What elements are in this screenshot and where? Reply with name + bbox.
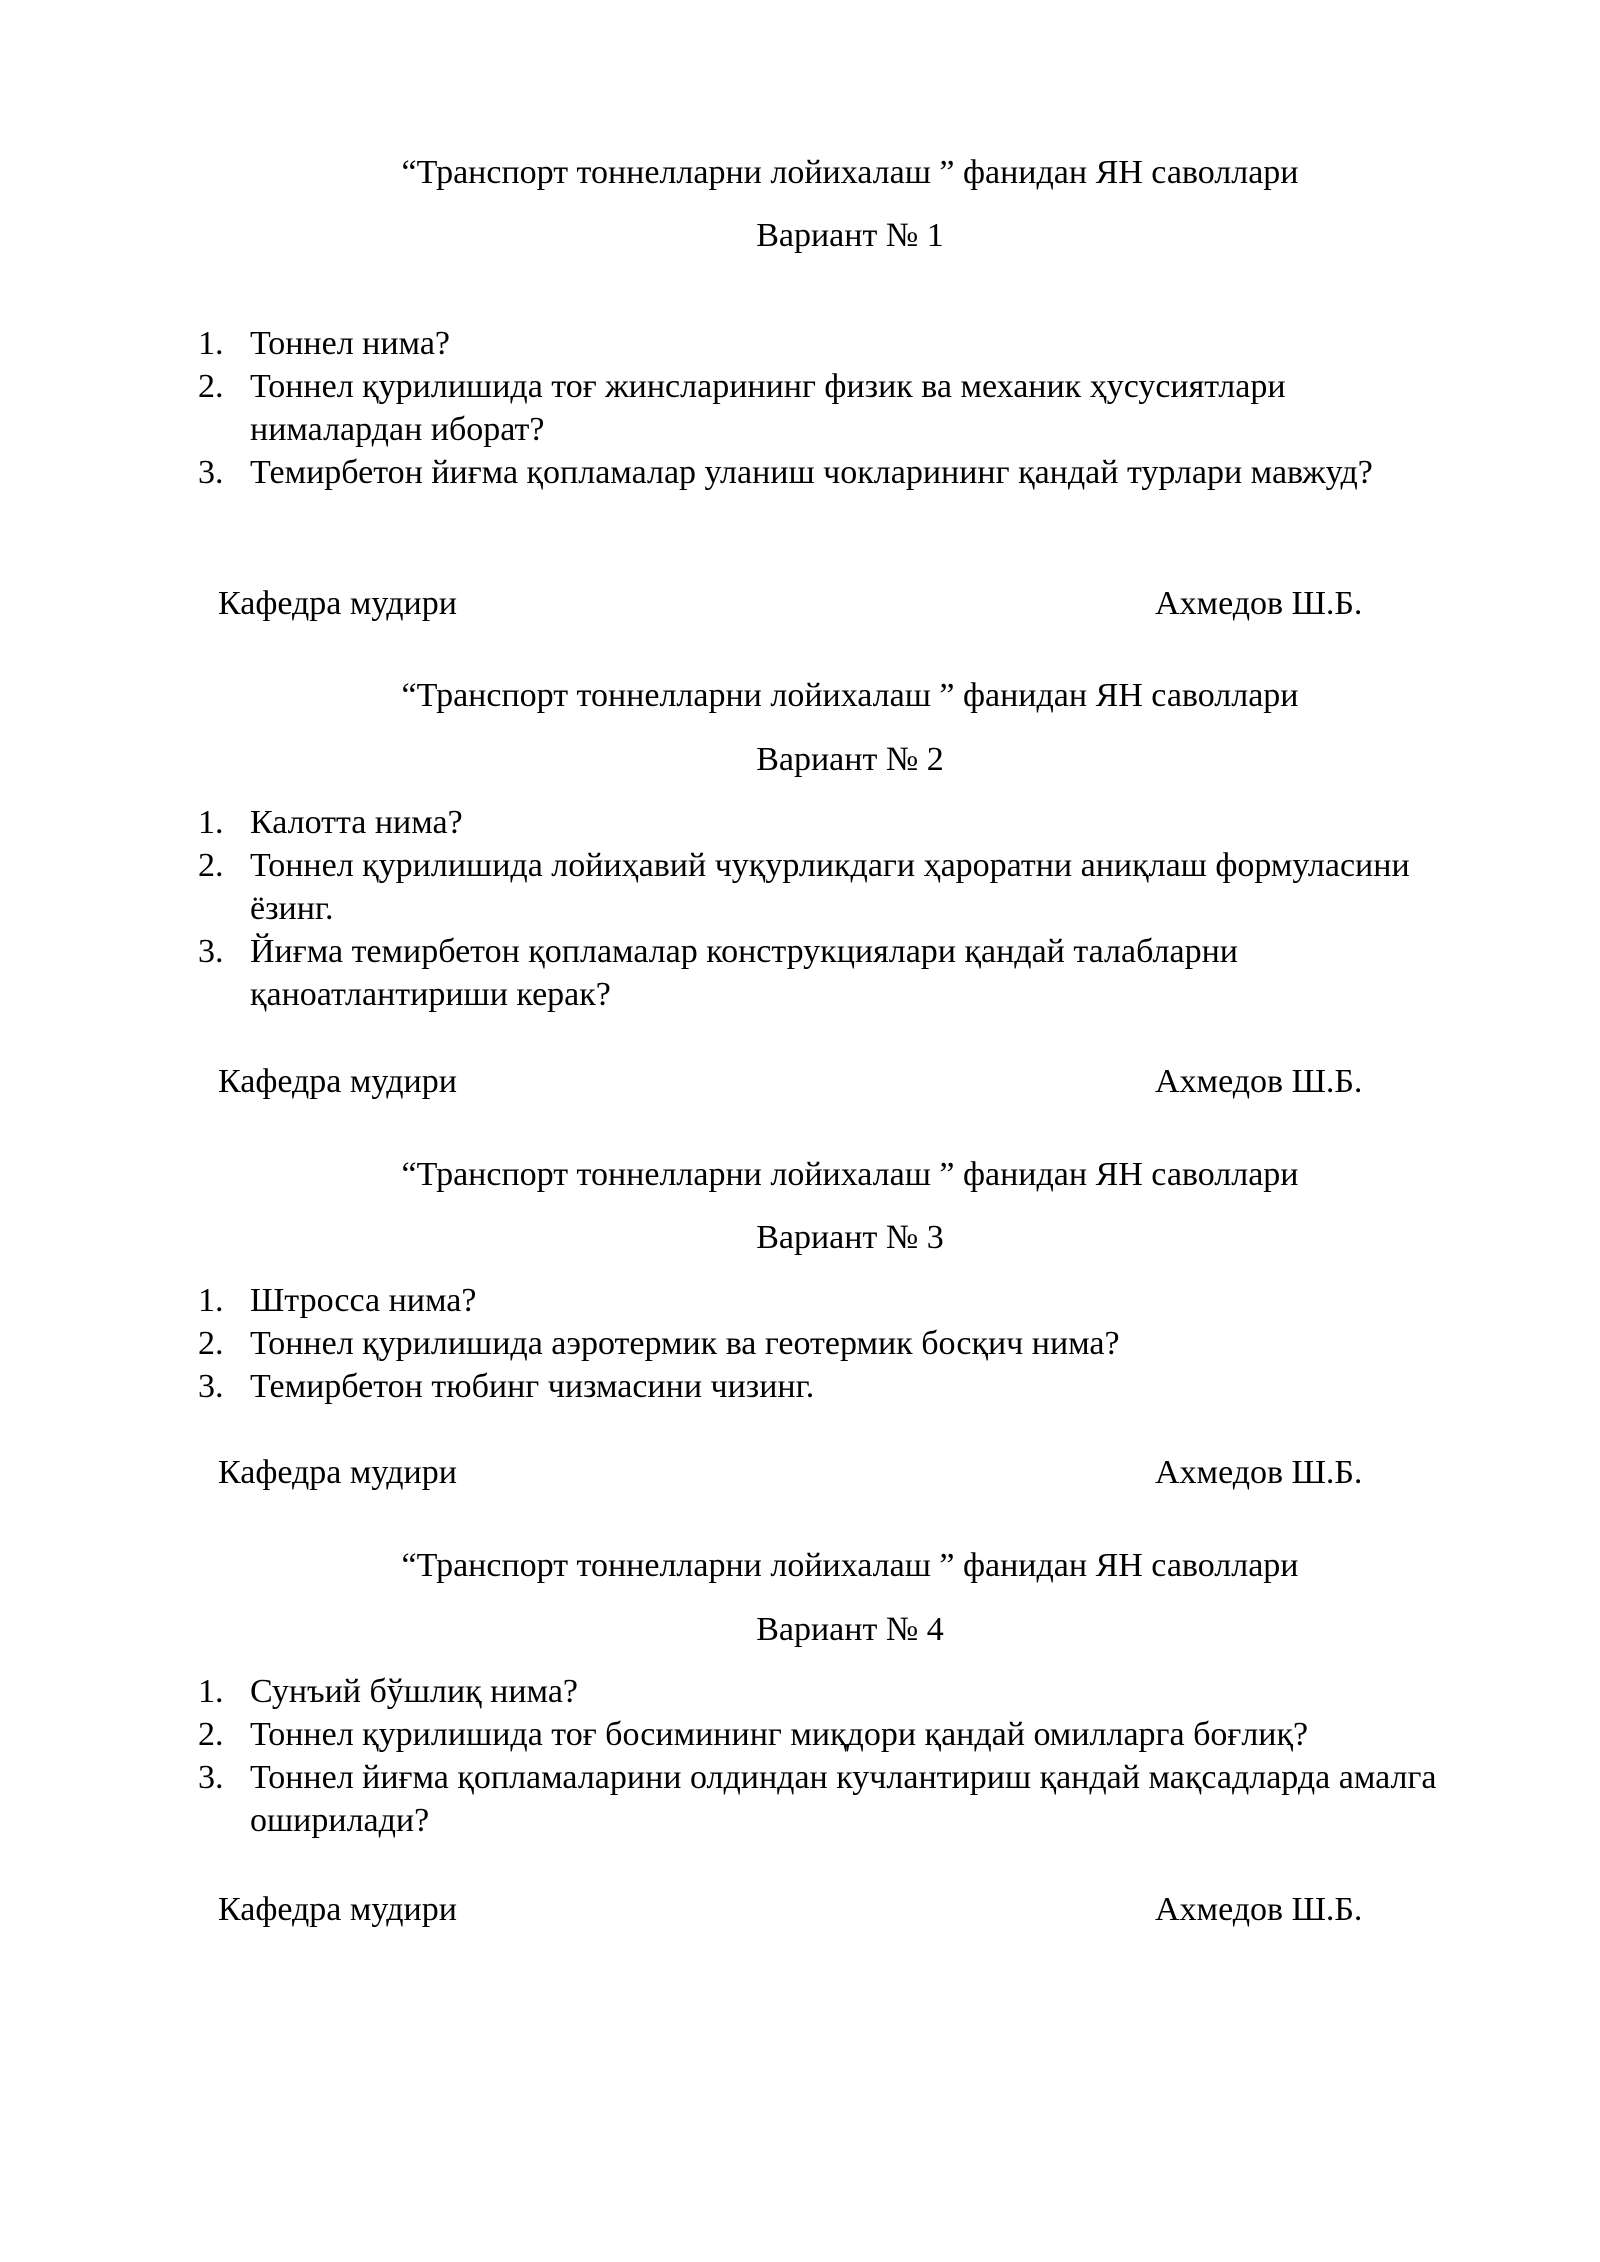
question-item — [198, 1322, 1458, 1365]
question-number: 2. — [198, 1325, 224, 1362]
department-head-label: Кафедра мудири — [218, 1063, 457, 1100]
question-number: 3. — [198, 454, 224, 491]
signatory-name: Ахмедов Ш.Б. — [1155, 585, 1363, 622]
question-text: Тоннел қурилишида лойиҳавий чуқурликдаги ҳароратни аниқлаш формуласини ёзинг. — [250, 847, 1410, 927]
question-number: 1. — [198, 1673, 224, 1710]
question-number: 1. — [198, 1282, 224, 1319]
question-text: Штросса нима? — [250, 1282, 477, 1319]
section-title: “Транспорт тоннелларни лойихалаш ” фанидан ЯН саволлари — [401, 1156, 1299, 1193]
question-item — [198, 1279, 1458, 1322]
question-item — [198, 365, 1458, 451]
signatory-name: Ахмедов Ш.Б. — [1155, 1891, 1363, 1928]
department-head-label: Кафедра мудири — [218, 1891, 457, 1928]
section-title: “Транспорт тоннелларни лойихалаш ” фанидан ЯН саволлари — [401, 677, 1299, 714]
question-text: Тоннел йиғма қопламаларини олдиндан кучлантириш қандай мақсадларда амалга оширилади? — [250, 1759, 1437, 1839]
question-list — [198, 322, 1458, 494]
signatory-name: Ахмедов Ш.Б. — [1155, 1454, 1363, 1491]
question-text: Тоннел қурилишида тоғ босимининг миқдори қандай омилларга боғлиқ? — [250, 1716, 1309, 1753]
department-head-label: Кафедра мудири — [218, 1454, 457, 1491]
variant-heading: Вариант № 4 — [756, 1611, 944, 1648]
question-number: 3. — [198, 1368, 224, 1405]
question-number: 2. — [198, 847, 224, 884]
question-list — [198, 1670, 1458, 1842]
question-text: Темирбетон йиғма қопламалар уланиш чокларининг қандай турлари мавжуд? — [250, 454, 1373, 491]
question-text: Тоннел қурилишида тоғ жинсларининг физик ва механик ҳусусиятлари нималардан иборат? — [250, 368, 1286, 448]
question-text: Сунъий бўшлиқ нима? — [250, 1673, 579, 1710]
question-text: Темирбетон тюбинг чизмасини чизинг. — [250, 1368, 815, 1405]
question-item — [198, 1713, 1458, 1756]
variant-heading: Вариант № 1 — [756, 217, 944, 254]
question-item — [198, 322, 1458, 365]
question-item — [198, 930, 1458, 1016]
department-head-label: Кафедра мудири — [218, 585, 457, 622]
question-number: 2. — [198, 368, 224, 405]
question-item — [198, 844, 1458, 930]
question-text: Тоннел нима? — [250, 325, 451, 362]
section-title: “Транспорт тоннелларни лойихалаш ” фанидан ЯН саволлари — [401, 1547, 1299, 1584]
question-number: 1. — [198, 325, 224, 362]
question-item — [198, 451, 1458, 494]
section-title: “Транспорт тоннелларни лойихалаш ” фанидан ЯН саволлари — [401, 154, 1299, 191]
question-number: 3. — [198, 933, 224, 970]
question-text: Йиғма темирбетон қопламалар конструкциялари қандай талабларни қаноатлантириши керак? — [250, 933, 1238, 1013]
question-text: Калотта нима? — [250, 804, 463, 841]
variant-heading: Вариант № 3 — [756, 1219, 944, 1256]
variant-heading: Вариант № 2 — [756, 741, 944, 778]
signatory-name: Ахмедов Ш.Б. — [1155, 1063, 1363, 1100]
question-number: 1. — [198, 804, 224, 841]
question-item — [198, 1670, 1458, 1713]
question-list — [198, 1279, 1458, 1408]
question-item — [198, 1365, 1458, 1408]
question-list — [198, 801, 1458, 1016]
question-item — [198, 1756, 1458, 1842]
question-text: Тоннел қурилишида аэротермик ва геотермик босқич нима? — [250, 1325, 1120, 1362]
question-number: 2. — [198, 1716, 224, 1753]
question-number: 3. — [198, 1759, 224, 1796]
question-item — [198, 801, 1458, 844]
